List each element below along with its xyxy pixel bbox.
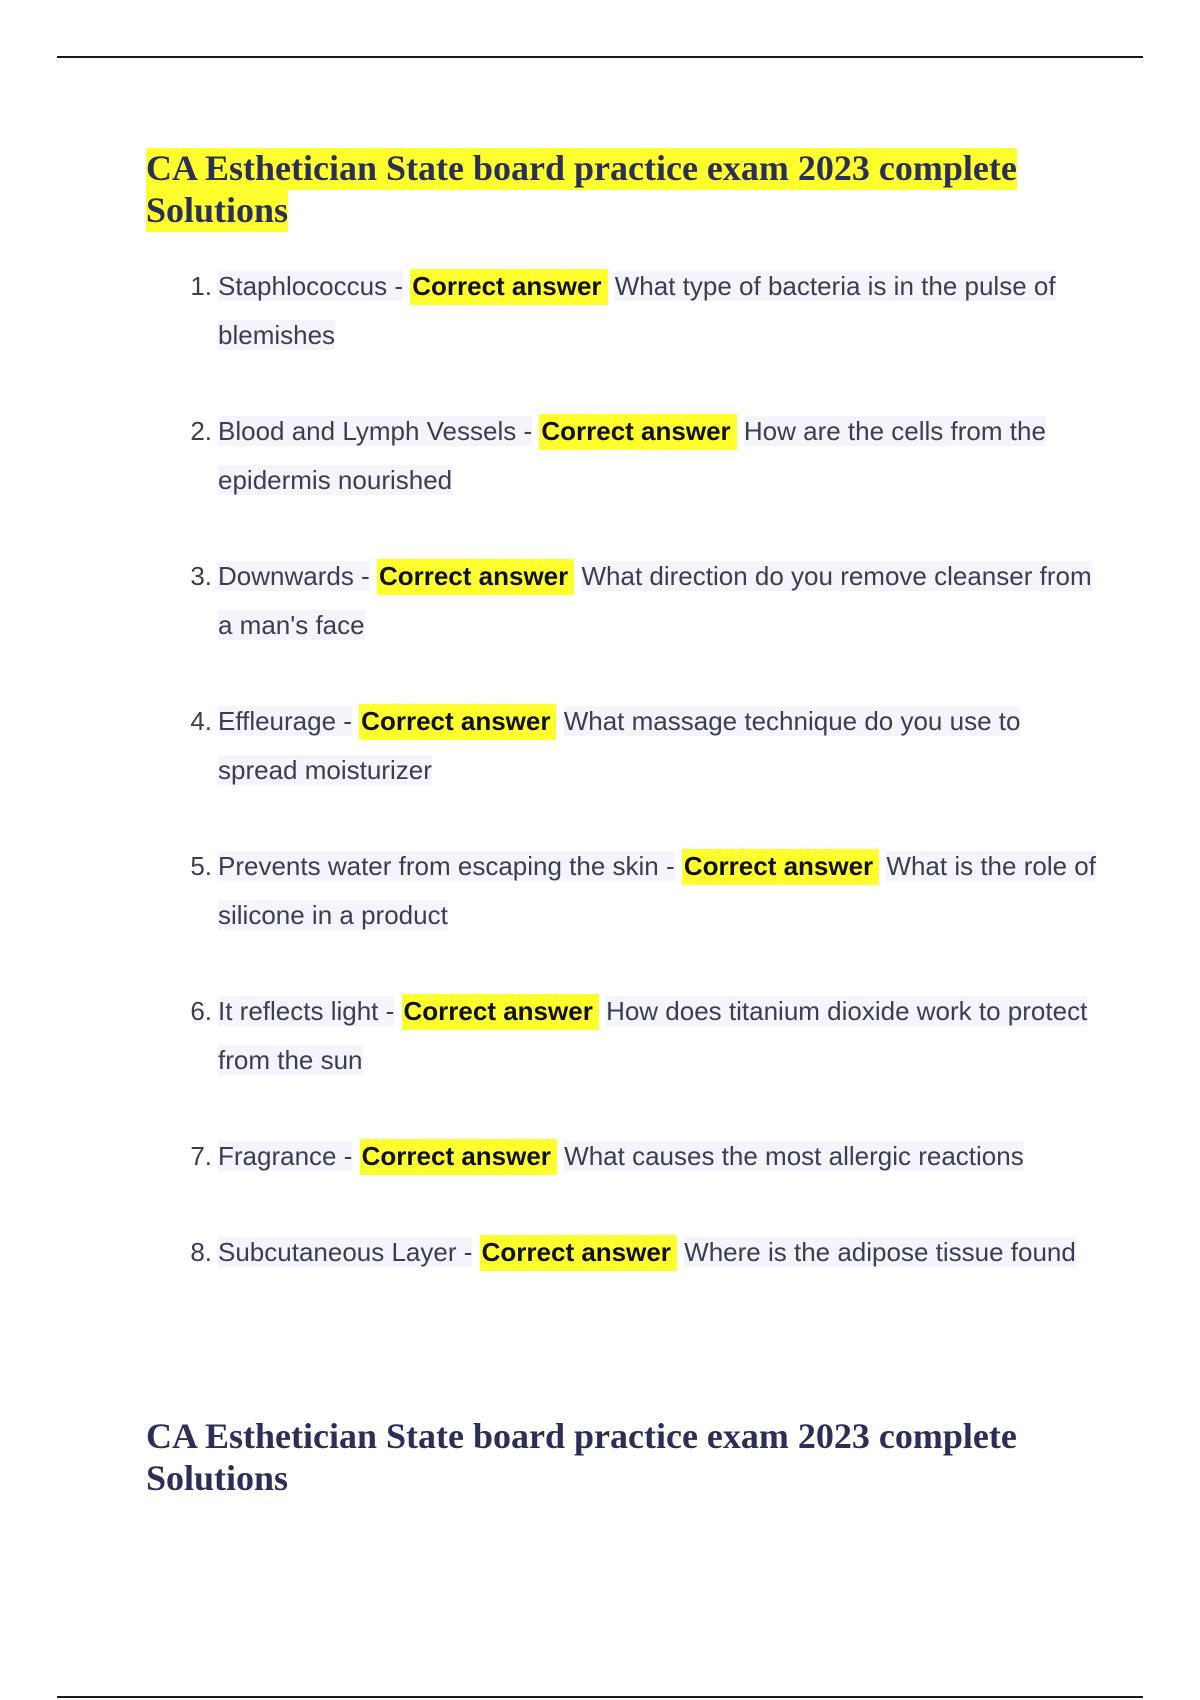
qa-item (146, 552, 1096, 650)
correct-answer-badge: Correct answer (360, 1139, 557, 1175)
qa-item (146, 842, 1096, 940)
answer-text: Prevents water from escaping the skin - (218, 851, 675, 881)
qa-item (146, 987, 1096, 1085)
question-text: Where is the adipose tissue found (684, 1237, 1076, 1267)
item-number: 5. (190, 851, 212, 881)
question-text: What causes the most allergic reactions (564, 1141, 1024, 1171)
question-text: What type of bacteria is in the pulse of blemishes (218, 271, 1056, 350)
qa-item (146, 407, 1096, 505)
footer-rule (57, 1696, 1143, 1698)
question-text: What massage technique do you use to spread moisturizer (218, 706, 1021, 785)
page-title-text: CA Esthetician State board practice exam 2023 complete Solutions (146, 148, 1017, 230)
question-text: What is the role of silicone in a product (218, 851, 1096, 930)
item-number: 7. (190, 1141, 212, 1171)
answer-text: Staphlococcus - (218, 271, 403, 301)
correct-answer-badge: Correct answer (377, 559, 574, 595)
item-number: 8. (190, 1237, 212, 1267)
answer-text: Blood and Lymph Vessels - (218, 416, 533, 446)
qa-item (146, 1132, 1096, 1181)
qa-item (146, 262, 1096, 360)
correct-answer-badge: Correct answer (402, 994, 599, 1030)
item-number: 6. (190, 996, 212, 1026)
qa-item (146, 697, 1096, 795)
question-text: How does titanium dioxide work to protect from the sun (218, 996, 1088, 1075)
item-number: 3. (190, 561, 212, 591)
correct-answer-badge: Correct answer (410, 269, 607, 305)
footer-title: CA Esthetician State board practice exam 2023 complete Solutions (146, 1416, 1017, 1498)
answer-text: Fragrance - (218, 1141, 353, 1171)
question-text: How are the cells from the epidermis nourished (218, 416, 1046, 495)
correct-answer-badge: Correct answer (359, 704, 556, 740)
question-text: What direction do you remove cleanser from a man's face (218, 561, 1092, 640)
correct-answer-badge: Correct answer (539, 414, 736, 450)
answer-text: Effleurage - (218, 706, 352, 736)
page-title (146, 147, 1106, 231)
item-number: 1. (190, 271, 212, 301)
item-number: 4. (190, 706, 212, 736)
qa-item (146, 1228, 1096, 1277)
answer-text: Subcutaneous Layer - (218, 1237, 473, 1267)
header-rule (57, 56, 1143, 58)
correct-answer-badge: Correct answer (480, 1235, 677, 1271)
answer-text: Downwards - (218, 561, 370, 591)
correct-answer-badge: Correct answer (682, 849, 879, 885)
qa-list (146, 262, 1096, 1277)
item-number: 2. (190, 416, 212, 446)
answer-text: It reflects light - (218, 996, 395, 1026)
